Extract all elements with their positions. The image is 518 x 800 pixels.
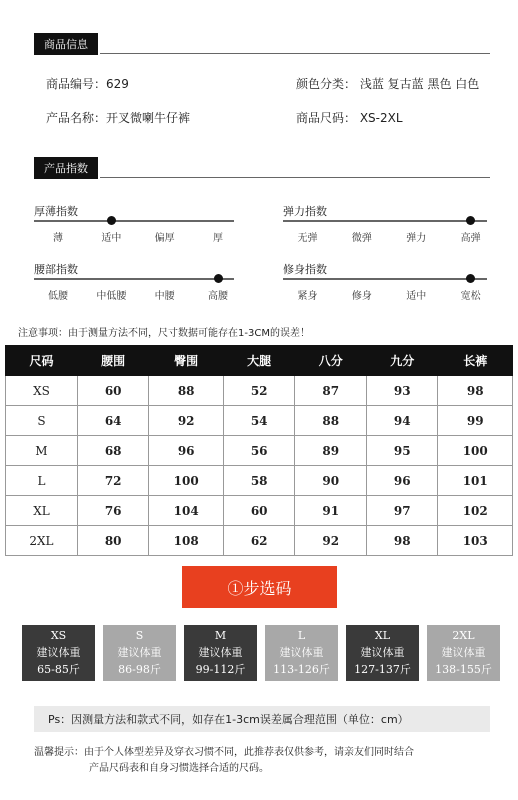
weight-card-range: 127-137斤 [354, 663, 411, 676]
weight-card-2xl [427, 625, 500, 681]
column-header: 长裤 [438, 346, 513, 376]
color-options: 颜色分类： 浅蓝 复古蓝 黑色 白色 [296, 77, 480, 91]
size-cell: XS [6, 376, 78, 406]
index-option-label: 适中 [406, 291, 427, 302]
weight-card-range: 138-155斤 [435, 663, 492, 676]
index-option-label: 修身 [351, 291, 372, 302]
table-row [6, 496, 513, 526]
warm-tip [34, 745, 414, 777]
weight-card-range: 113-126斤 [273, 663, 330, 676]
index-option-label: 中低腰 [96, 291, 127, 302]
weight-card-label: 建议体重 [279, 646, 324, 659]
measurement-cell: 54 [223, 406, 295, 436]
measurement-cell: 96 [366, 466, 438, 496]
weight-card-size: 2XL [452, 629, 475, 642]
measurement-cell: 89 [295, 436, 367, 466]
measurement-cell: 91 [295, 496, 367, 526]
table-row [6, 436, 513, 466]
measurement-cell: 72 [77, 466, 149, 496]
section-divider [100, 177, 490, 178]
index-option-label: 厚 [213, 233, 223, 244]
index-option-label: 低腰 [48, 291, 68, 302]
index-title: 厚薄指数 [34, 205, 78, 218]
table-body [6, 376, 513, 556]
index-option-label: 适中 [101, 233, 122, 244]
measurement-cell: 64 [77, 406, 149, 436]
measurement-cell: 62 [223, 526, 295, 556]
table-row [6, 376, 513, 406]
size-cell: XL [6, 496, 78, 526]
index-selected-dot [214, 274, 223, 283]
index-title: 腰部指数 [34, 263, 78, 276]
measurement-cell: 90 [295, 466, 367, 496]
weight-card-range: 65-85斤 [37, 663, 80, 676]
column-header: 臀围 [149, 346, 224, 376]
ps-note: Ps：因测量方法和款式不同，如存在1-3cm误差属合理范围（单位：cm） [34, 706, 490, 732]
measurement-cell: 101 [438, 466, 513, 496]
measurement-cell: 80 [77, 526, 149, 556]
measurement-cell: 98 [366, 526, 438, 556]
measurement-cell: 99 [438, 406, 513, 436]
weight-card-m [184, 625, 257, 681]
measurement-cell: 76 [77, 496, 149, 526]
measurement-cell: 88 [149, 376, 224, 406]
weight-card-range: 99-112斤 [195, 663, 246, 676]
measurement-note: 注意事项：由于测量方法不同，尺寸数据可能存在1-3CM的误差！ [18, 328, 310, 339]
weight-card-xl [346, 625, 419, 681]
warm-tip-line2: 产品尺码表和自身习惯选择合适的尺码。 [89, 763, 269, 774]
item-number: 商品编号：629 [46, 77, 129, 91]
table-row [6, 526, 513, 556]
product-name: 产品名称：开叉微喇牛仔裤 [46, 111, 191, 125]
step-select-size-banner: ①步选码 [182, 566, 337, 608]
measurement-cell: 88 [295, 406, 367, 436]
measurement-cell: 100 [149, 466, 224, 496]
section-divider [100, 53, 490, 54]
index-selected-dot [107, 216, 116, 225]
measurement-cell: 97 [366, 496, 438, 526]
measurement-cell: 102 [438, 496, 513, 526]
index-track [34, 220, 234, 222]
index-option-label: 无弹 [297, 233, 318, 244]
section-tag-product-info: 商品信息 [34, 33, 98, 55]
measurement-cell: 100 [438, 436, 513, 466]
weight-card-label: 建议体重 [198, 646, 243, 659]
section-tag-product-index: 产品指数 [34, 157, 98, 179]
size-cell: S [6, 406, 78, 436]
index-title: 弹力指数 [283, 205, 327, 218]
measurement-cell: 52 [223, 376, 295, 406]
weight-card-label: 建议体重 [360, 646, 405, 659]
column-header: 九分 [366, 346, 438, 376]
warm-tip-line1: 温馨提示：由于个人体型差异及穿衣习惯不同，此推荐表仅供参考，请亲友们同时结合 [34, 747, 414, 758]
measurement-cell: 92 [149, 406, 224, 436]
weight-card-size: M [214, 629, 227, 642]
weight-card-size: L [297, 629, 306, 642]
index-selected-dot [466, 274, 475, 283]
index-option-label: 宽松 [460, 291, 481, 302]
size-cell: M [6, 436, 78, 466]
weight-card-label: 建议体重 [36, 646, 81, 659]
measurement-cell: 96 [149, 436, 224, 466]
column-header: 大腿 [223, 346, 295, 376]
index-option-label: 弹力 [406, 233, 427, 244]
column-header: 腰围 [77, 346, 149, 376]
index-option-label: 高腰 [208, 291, 228, 302]
measurement-cell: 104 [149, 496, 224, 526]
index-option-label: 中腰 [154, 291, 175, 302]
weight-card-range: 86-98斤 [118, 663, 161, 676]
index-selected-dot [466, 216, 475, 225]
table-header-row [6, 346, 513, 376]
index-option-label: 微弹 [351, 233, 372, 244]
weight-card-size: XS [50, 629, 67, 642]
measurement-cell: 103 [438, 526, 513, 556]
size-table [5, 345, 513, 556]
weight-card-l [265, 625, 338, 681]
measurement-cell: 56 [223, 436, 295, 466]
measurement-cell: 87 [295, 376, 367, 406]
measurement-cell: 60 [223, 496, 295, 526]
index-option-label: 高弹 [460, 233, 481, 244]
table-row [6, 406, 513, 436]
measurement-cell: 93 [366, 376, 438, 406]
weight-card-label: 建议体重 [117, 646, 162, 659]
measurement-cell: 108 [149, 526, 224, 556]
measurement-cell: 95 [366, 436, 438, 466]
index-option-label: 偏厚 [154, 233, 175, 244]
measurement-cell: 94 [366, 406, 438, 436]
weight-card-size: XL [374, 629, 391, 642]
index-option-label: 薄 [53, 233, 63, 244]
measurement-cell: 68 [77, 436, 149, 466]
index-title: 修身指数 [283, 263, 327, 276]
table-row [6, 466, 513, 496]
index-option-label: 紧身 [297, 291, 318, 302]
size-cell: 2XL [6, 526, 78, 556]
index-track [283, 278, 487, 280]
measurement-cell: 92 [295, 526, 367, 556]
weight-card-s [103, 625, 176, 681]
measurement-cell: 60 [77, 376, 149, 406]
measurement-cell: 58 [223, 466, 295, 496]
column-header: 八分 [295, 346, 367, 376]
weight-card-size: S [135, 629, 144, 642]
index-track [34, 278, 234, 280]
measurement-cell: 98 [438, 376, 513, 406]
weight-card-label: 建议体重 [441, 646, 486, 659]
size-cell: L [6, 466, 78, 496]
weight-card-xs [22, 625, 95, 681]
column-header: 尺码 [6, 346, 78, 376]
size-range: 商品尺码： XS-2XL [296, 111, 403, 125]
index-track [283, 220, 487, 222]
